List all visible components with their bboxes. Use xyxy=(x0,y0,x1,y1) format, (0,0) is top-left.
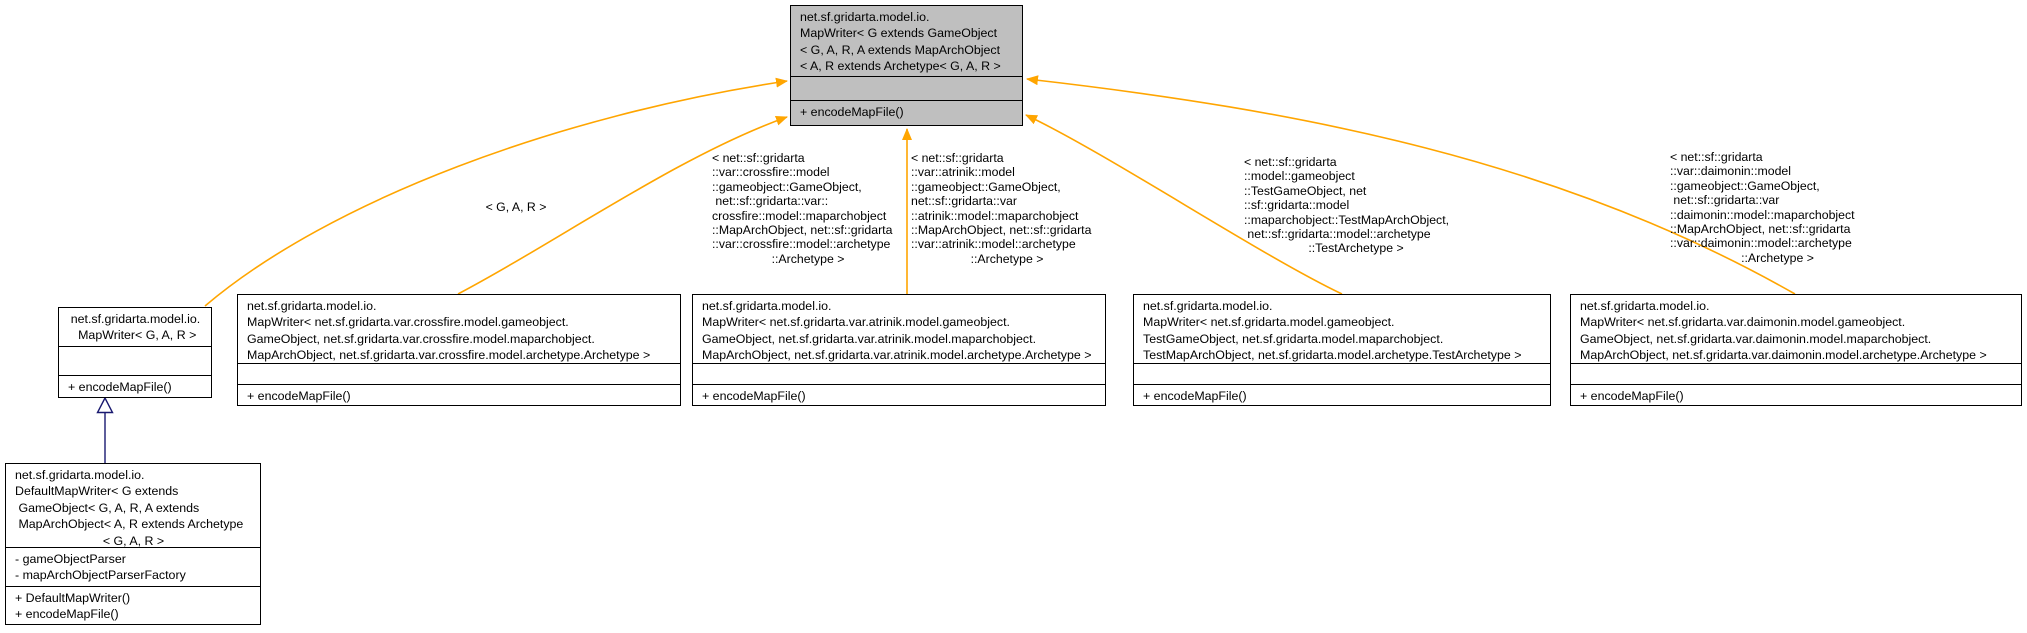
template-args-label-generic xyxy=(468,200,564,214)
text-line: < net::sf::gridarta xyxy=(712,151,805,165)
class-methods xyxy=(238,384,680,405)
text-line: < A, R extends Archetype< G, A, R > xyxy=(800,59,1001,74)
template-args-label-test xyxy=(1244,155,1468,256)
text-line: < G, A, R, A extends MapArchObject xyxy=(800,42,1001,57)
text-line: + encodeMapFile() xyxy=(1143,389,1247,403)
empty-attributes-compartment xyxy=(693,363,1105,384)
class-title xyxy=(1571,295,2021,363)
text-line: ::var::crossfire::model xyxy=(712,165,830,180)
text-line: MapArchObject< A, R extends Archetype xyxy=(15,517,244,532)
text-line: + DefaultMapWriter() xyxy=(15,591,131,605)
text-line: - mapArchObjectParserFactory xyxy=(15,568,186,582)
text-line: + encodeMapFile() xyxy=(800,105,904,119)
text-line: MapArchObject, net.sf.gridarta.var.daimonin.model.archetype.Archetype > xyxy=(1580,348,1987,363)
text-line: ::var::daimonin::model::archetype xyxy=(1670,236,1852,251)
text-line: + encodeMapFile() xyxy=(15,607,119,621)
class-box-mapwriter-atrinik[interactable] xyxy=(692,294,1106,406)
class-methods xyxy=(1134,384,1550,405)
text-line: - gameObjectParser xyxy=(15,552,126,566)
text-line: net::sf::gridarta::var xyxy=(1670,193,1780,208)
text-line: MapWriter< G, A, R > xyxy=(74,328,197,343)
inheritance-arrowhead xyxy=(98,398,113,413)
text-line: net.sf.gridarta.model.io. xyxy=(247,299,377,313)
text-line: DefaultMapWriter< G extends xyxy=(15,484,179,499)
text-line: ::model::gameobject xyxy=(1244,169,1355,184)
text-line: GameObject, net.sf.gridarta.var.atrinik.model.maparchobject. xyxy=(702,331,1037,346)
class-title xyxy=(1134,295,1550,363)
text-line: MapWriter< net.sf.gridarta.var.atrinik.model.gameobject. xyxy=(702,315,1010,330)
class-title xyxy=(693,295,1105,363)
class-title xyxy=(791,6,1022,76)
text-line: ::daimonin::model::maparchobject xyxy=(1670,207,1855,222)
text-line: ::maparchobject::TestMapArchObject, xyxy=(1244,212,1450,227)
text-line: GameObject< G, A, R, A extends xyxy=(15,500,200,515)
text-line: TestGameObject, net.sf.gridarta.model.maparchobject. xyxy=(1143,331,1444,346)
text-line: ::atrinik::model::maparchobject xyxy=(911,208,1079,223)
text-line: ::TestGameObject, net xyxy=(1244,183,1367,198)
text-line: ::var::daimonin::model xyxy=(1670,164,1791,179)
text-line: net.sf.gridarta.model.io. xyxy=(702,299,832,313)
text-line: MapWriter< net.sf.gridarta.model.gameobject. xyxy=(1143,315,1395,330)
text-line: ::Archetype > xyxy=(1741,250,1814,265)
text-line: ::MapArchObject, net::sf::gridarta xyxy=(1670,222,1851,237)
text-line: net::sf::gridarta::model::archetype xyxy=(1244,227,1431,242)
text-line: net.sf.gridarta.model.io. xyxy=(800,10,930,24)
template-args-label-crossfire xyxy=(712,151,904,266)
text-line: + encodeMapFile() xyxy=(1580,389,1684,403)
text-line: < net::sf::gridarta xyxy=(1670,150,1763,164)
text-line: ::gameobject::GameObject, xyxy=(911,179,1061,194)
text-line: TestMapArchObject, net.sf.gridarta.model.archetype.TestArchetype > xyxy=(1143,348,1522,363)
class-box-mapwriter-crossfire[interactable] xyxy=(237,294,681,406)
text-line: ::gameobject::GameObject, xyxy=(712,179,862,194)
text-line: + encodeMapFile() xyxy=(247,389,351,403)
class-title xyxy=(238,295,680,363)
class-box-mapwriter-daimonin[interactable] xyxy=(1570,294,2022,406)
text-line: ::sf::gridarta::model xyxy=(1244,198,1350,213)
text-line: < net::sf::gridarta xyxy=(911,151,1004,165)
text-line: net.sf.gridarta.model.io. xyxy=(70,312,201,326)
text-line: < G, A, R > xyxy=(485,200,547,214)
text-line: ::TestArchetype > xyxy=(1308,241,1404,256)
text-line: GameObject, net.sf.gridarta.var.daimonin.model.maparchobject. xyxy=(1580,331,1932,346)
empty-attributes-compartment xyxy=(59,346,211,375)
text-line: < G, A, R > xyxy=(102,533,165,547)
text-line: < net::sf::gridarta xyxy=(1244,155,1337,169)
text-line: ::var::atrinik::model::archetype xyxy=(911,237,1076,252)
text-line: net.sf.gridarta.model.io. xyxy=(1580,299,1710,313)
text-line: net::sf::gridarta::var xyxy=(911,194,1017,209)
template-args-label-atrinik xyxy=(911,151,1103,266)
text-line: MapArchObject, net.sf.gridarta.var.atrinik.model.archetype.Archetype > xyxy=(702,348,1092,363)
class-box-mapwriter-base[interactable] xyxy=(790,5,1023,126)
text-line: ::MapArchObject, net::sf::gridarta xyxy=(712,223,893,238)
class-box-mapwriter-generic[interactable] xyxy=(58,307,212,398)
class-methods xyxy=(791,100,1022,125)
text-line: GameObject, net.sf.gridarta.var.crossfire.model.maparchobject. xyxy=(247,331,595,346)
template-args-label-daimonin xyxy=(1670,150,1885,265)
class-box-mapwriter-test[interactable] xyxy=(1133,294,1551,406)
class-methods xyxy=(59,375,211,397)
text-line: crossfire::model::maparchobject xyxy=(712,208,887,223)
empty-attributes-compartment xyxy=(791,76,1022,100)
empty-attributes-compartment xyxy=(238,363,680,384)
text-line: MapArchObject, net.sf.gridarta.var.crossfire.model.archetype.Archetype > xyxy=(247,348,651,363)
class-methods xyxy=(693,384,1105,405)
text-line: MapWriter< net.sf.gridarta.var.daimonin.model.gameobject. xyxy=(1580,315,1906,330)
text-line: MapWriter< net.sf.gridarta.var.crossfire.model.gameobject. xyxy=(247,315,569,330)
text-line: ::var::atrinik::model xyxy=(911,165,1015,180)
class-title xyxy=(6,464,260,547)
text-line: + encodeMapFile() xyxy=(68,380,172,394)
text-line: ::var::crossfire::model::archetype xyxy=(712,237,891,252)
text-line: net.sf.gridarta.model.io. xyxy=(1143,299,1273,313)
text-line: net::sf::gridarta::var:: xyxy=(712,194,829,209)
text-line: ::gameobject::GameObject, xyxy=(1670,178,1820,193)
empty-attributes-compartment xyxy=(1571,363,2021,384)
text-line: net.sf.gridarta.model.io. xyxy=(15,468,145,482)
empty-attributes-compartment xyxy=(1134,363,1550,384)
class-box-defaultmapwriter[interactable] xyxy=(5,463,261,625)
class-methods xyxy=(6,586,260,624)
text-line: + encodeMapFile() xyxy=(702,389,806,403)
text-line: ::Archetype > xyxy=(771,251,845,266)
text-line: MapWriter< G extends GameObject xyxy=(800,26,998,41)
class-attributes xyxy=(6,547,260,586)
class-title xyxy=(59,308,211,346)
class-methods xyxy=(1571,384,2021,405)
text-line: ::Archetype > xyxy=(970,251,1044,266)
text-line: ::MapArchObject, net::sf::gridarta xyxy=(911,223,1092,238)
